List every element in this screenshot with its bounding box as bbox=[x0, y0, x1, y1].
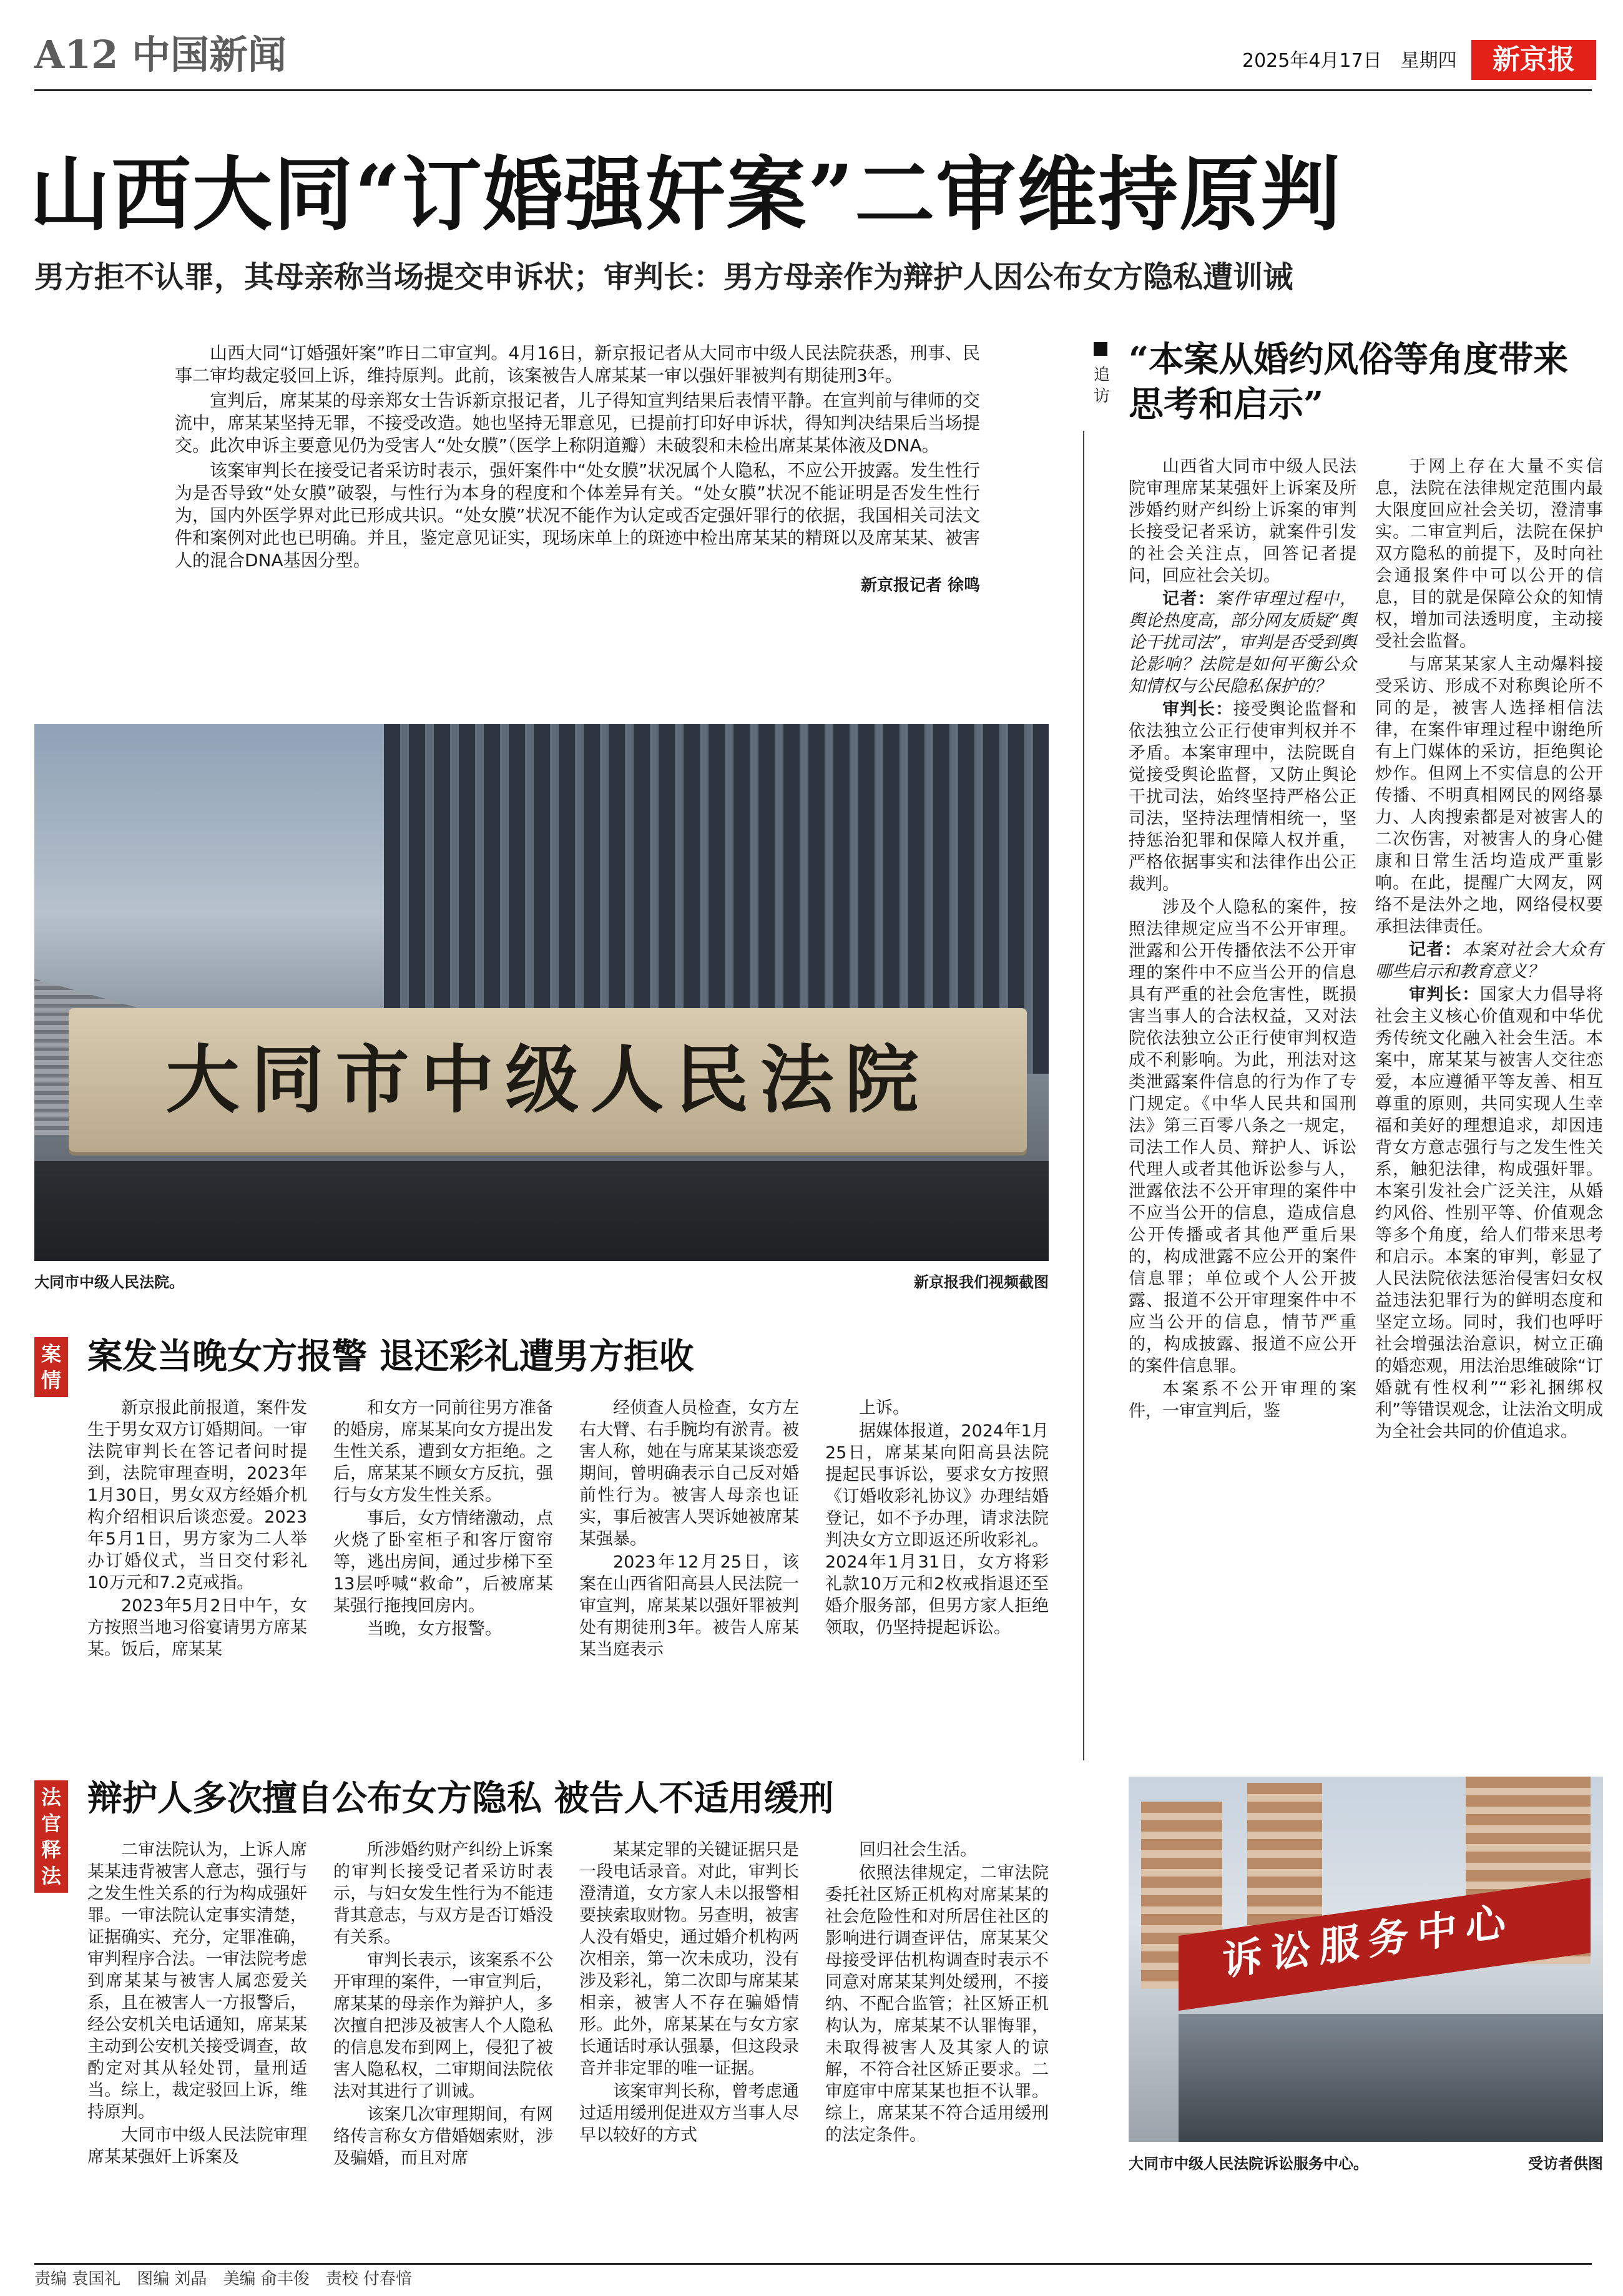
section-title: 案发当晚女方报警 退还彩礼遭男方拒收 bbox=[87, 1336, 694, 1377]
footer-divider bbox=[34, 2263, 1592, 2265]
paragraph: 经侦查人员检查，女方左右大臂、右手腕均有淤青。被害人称，她在与席某某谈恋爱期间，曾明确表示自己反对婚前性行为。被害人母亲也证实，事后被害人哭诉她被席某某强暴。 bbox=[579, 1398, 799, 1549]
photo-credit: 受访者供图 bbox=[1528, 2155, 1603, 2172]
court-photo bbox=[34, 724, 1049, 1261]
sidebar-divider bbox=[1083, 431, 1084, 1760]
lead-paragraph: 山西大同“订婚强奸案”昨日二审宣判。4月16日，新京报记者从大同市中级人民法院获悉，刑事、民事二审均裁定驳回上诉，维持原判。此前，该案被告人席某某一审以强奸罪被判有期徒刑3年。 bbox=[175, 343, 980, 386]
text-column bbox=[579, 1397, 799, 1662]
bullet-square-icon bbox=[1094, 342, 1107, 356]
newspaper-logo: 新京报 bbox=[1471, 40, 1596, 80]
text: 涉及个人隐私的案件，按照法律规定应当不公开审理。泄露和公开传播依法不公开审理的案件中不应当公开的信息具有严重的社会危害性，既损害当事人的合法权益，又对法院依法独立公正行使审判权造成不利影响。为此，刑法对这类泄露案件信息的行为作了专门规定。《中华人民共和国刑法》第三百零八条之一规定，司法工作人员、辩护人、诉讼代理人或者其他诉讼参与人，泄露依法不公开审理的案件中不应当公开的信息，造成信息公开传播或者其他严重后果的，构成泄露不应公开的案件信息罪；单位或个人公开披露、报道不公开审理案件中不应当公开的信息，情节严重的，构成披露、报道不应公开的案件信息罪。 bbox=[1129, 898, 1356, 1376]
paragraph: 所涉婚约财产纠纷上诉案的审判长接受记者采访时表示，与妇女发生性行为不能违背其意志，与双方是否订婚没有关系。 bbox=[333, 1840, 553, 1947]
paragraph: 新京报此前报道，案件发生于男女双方订婚期间。一审法院审判长在答记者问时提到，法院审理查明，2023年1月30日，男女双方经婚介机构介绍相识后谈恋爱。2023年5月1日，男方家为二人举办订婚仪式，当日交付彩礼10万元和7.2克戒指。 bbox=[87, 1398, 307, 1592]
lead-paragraph: 宣判后，席某某的母亲郑女士告诉新京报记者，儿子得知宣判结果后表情平静。在宣判前与律师的交流中，席某某坚持无罪，不接受改造。她也坚持无罪意见，已提前打印好申诉状，得知判决结果后当场提交。此次申诉主要意见仍为受害人“处女膜”（医学上称阴道瓣）未破裂和未检出席某某体液及DNA。 bbox=[175, 390, 980, 456]
caption-text: 大同市中级人民法院。 bbox=[34, 1273, 184, 1291]
subheadline: 男方拒不认罪，其母亲称当场提交申诉状；审判长：男方母亲作为辩护人因公布女方隐私遭训诫 bbox=[34, 260, 1293, 295]
paragraph: 2023年12月25日，该案在山西省阳高县人民法院一审宣判，席某某以强奸罪被判处有期徒刑3年。被告人席某某当庭表示 bbox=[579, 1553, 799, 1659]
text-column bbox=[1375, 456, 1603, 1444]
text-column bbox=[87, 1839, 307, 2169]
glass-facade bbox=[1179, 2014, 1603, 2142]
interview-question bbox=[1129, 588, 1356, 697]
paragraph: 审判长表示，该案系不公开审理的案件，一审宣判后，席某某的母亲作为辩护人，多次擅自把涉及被害人个人隐私的信息发布到网上，侵犯了被害人隐私权，二审期间法院依法对其进行了训诫。 bbox=[333, 1951, 553, 2101]
paragraph: 大同市中级人民法院审理席某某强奸上诉案及 bbox=[87, 2126, 307, 2167]
interview-answer bbox=[1129, 699, 1356, 895]
sidebar-body bbox=[1129, 456, 1603, 1760]
byline: 新京报记者 徐鸣 bbox=[860, 576, 980, 595]
caption-text: 大同市中级人民法院诉讼服务中心。 bbox=[1129, 2155, 1368, 2172]
pavement bbox=[34, 1161, 1049, 1261]
interview-answer bbox=[1375, 984, 1603, 1443]
issue-date: 2025年4月17日 星期四 bbox=[1242, 50, 1457, 72]
page-section-label: A12 中国新闻 bbox=[34, 32, 287, 77]
section-tag: 法官释法 bbox=[34, 1780, 68, 1893]
paragraph bbox=[1129, 456, 1356, 587]
lead-article bbox=[175, 342, 980, 597]
lead-paragraph: 该案审判长在接受记者采访时表示，强奸案件中“处女膜”状况属个人隐私，不应公开披露。发生性行为是否导致“处女膜”破裂，与性行为本身的程度和个体差异有关。“处女膜”状况不能证明是否发生性行为，国内外医学界对此已形成共识。“处女膜”状况不能作为认定或否定强奸罪行的依据，我国相关司法文件和案例对此也已明确。并且，鉴定意见证实，现场床单上的斑迹中检出席某某的精斑以及席某某、被害人的混合DNA基因分型。 bbox=[175, 460, 980, 571]
text: 本案对社会大众有哪些启示和教育意义？ bbox=[1375, 940, 1604, 981]
text-column bbox=[333, 1839, 553, 2171]
service-center-photo bbox=[1129, 1777, 1603, 2142]
paragraph bbox=[1375, 456, 1603, 652]
paragraph: 该案审判长称，曾考虑通过适用缓刑促进双方当事人尽早以较好的方式 bbox=[579, 2082, 799, 2145]
section-body bbox=[87, 1397, 1049, 1747]
text: 接受舆论监督和依法独立公正行使审判权并不矛盾。本案审理中，法院既自觉接受舆论监督，又防止舆论干扰司法，始终坚持严格公正司法，坚持法理情相统一，坚持惩治犯罪和保障人权并重，严格依据事实和法律作出公正裁判。 bbox=[1129, 700, 1357, 894]
paragraph bbox=[1129, 896, 1356, 1377]
court-sign-text: 大同市中级人民法院 bbox=[165, 1036, 930, 1123]
text: 山西省大同市中级人民法院审理席某某强奸上诉案及所涉婚约财产纠纷上诉案的审判长接受记者采访，就案件引发的社会关注点，回答记者提问，回应社会关切。 bbox=[1129, 457, 1356, 586]
paragraph: 二审法院认为，上诉人席某某违背被害人意志，强行与之发生性关系的行为构成强奸罪。一审法院认定事实清楚，证据确实、充分，定罪准确，审判程序合法。一审法院考虑到席某某与被害人属恋爱关系，且在被害人一方报警后，经公安机关电话通知，席某某主动到公安机关接受调查，故酌定对其从轻处罚，量刑适当。综上，裁定驳回上诉，维持原判。 bbox=[87, 1840, 307, 2122]
text-column bbox=[579, 1839, 799, 2147]
speaker-label: 审判长： bbox=[1162, 700, 1233, 719]
text: 与席某某家人主动爆料接受采访、形成不对称舆论所不同的是，被害人选择相信法律，在案件审理过程中谢绝所有上门媒体的采访，拒绝舆论炒作。但网上不实信息的公开传播、不明真相网民的网络暴力、人肉搜索都是对被害人的二次伤害，对被害人的身心健康和日常生活均造成严重影响。在此，提醒广大网友，网络不是法外之地，网络侵权要承担法律责任。 bbox=[1375, 655, 1603, 936]
text: 案件审理过程中，舆论热度高，部分网友质疑“舆论干扰司法”，审判是否受到舆论影响？法院是如何平衡公众知情权与公民隐私保护的？ bbox=[1129, 589, 1357, 696]
paragraph: 当晚，女方报警。 bbox=[367, 1619, 502, 1639]
paragraph: 事后，女方情绪激动，点火烧了卧室柜子和客厅窗帘等，逃出房间，通过步梯下至13层呼喊“救命”，后被席某某强行拖拽回房内。 bbox=[333, 1509, 553, 1616]
photo-credit: 新京报我们视频截图 bbox=[914, 1273, 1049, 1291]
paragraph: 该案几次审理期间，有网络传言称女方借婚姻索财，涉及骗婚，而且对席 bbox=[333, 2105, 553, 2168]
section-tag: 案情 bbox=[34, 1337, 68, 1397]
section-body bbox=[87, 1839, 1049, 2251]
text: 本案系不公开审理的案件，一审宣判后，鉴 bbox=[1129, 1380, 1356, 1421]
photo-caption bbox=[34, 1272, 1049, 1292]
sidebar-title: “本案从婚约风俗等角度带来思考和启示” bbox=[1129, 339, 1569, 425]
paragraph: 和女方一同前往男方准备的婚房，席某某向女方提出发生性关系，遭到女方拒绝。之后，席某某不顾女方反抗，强行与女方发生性关系。 bbox=[333, 1398, 553, 1505]
court-sign bbox=[69, 1008, 1027, 1152]
speaker-label: 记者： bbox=[1409, 940, 1463, 959]
service-center-sign: 诉讼服务中心 bbox=[1222, 1897, 1514, 1985]
header-divider bbox=[34, 89, 1592, 91]
paragraph: 上诉。 bbox=[859, 1398, 910, 1418]
text: 于网上存在大量不实信息，法院在法律规定范围内最大限度回应社会关切，澄清事实。二审宣判后，法院在保护双方隐私的前提下，及时向社会通报案件中可以公开的信息，目的就是保障公众的知情权，增加司法透明度，主动接受社会监督。 bbox=[1375, 457, 1603, 651]
paragraph bbox=[1129, 1378, 1356, 1422]
paragraph: 依照法律规定，二审法院委托社区矫正机构对席某某的社会危险性和对所居住社区的影响进行调查评估，席某某父母接受评估机构调查时表示不同意对席某某判处缓刑，不接纳、不配合监管；社区矫正机构认为，席某某不认罪悔罪，未取得被害人及其家人的谅解，不符合社区矫正要求。二审庭审中席某某也拒不认罪。综上，席某某不符合适用缓刑的法定条件。 bbox=[825, 1863, 1049, 2145]
editor-credits: 责编 袁国礼 图编 刘晶 美编 俞丰俊 责校 付春愔 bbox=[34, 2270, 413, 2289]
main-headline: 山西大同“订婚强奸案”二审维持原判 bbox=[30, 148, 1342, 242]
text: 国家大力倡导将社会主义核心价值观和中华优秀传统文化融入社会生活。本案中，席某某与被害人交往恋爱，本应遵循平等友善、相互尊重的原则，共同实现人生幸福和美好的理想追求，却因违背女方意志强行与之发生性关系，触犯法律，构成强奸罪。本案引发社会广泛关注，从婚约风俗、性别平等、价值观念等多个角度，给人们带来思考和启示。本案的审判，彰显了人民法院依法惩治侵害妇女权益违法犯罪行为的鲜明态度和坚定立场。同时，我们也呼吁社会增强法治意识，树立正确的婚恋观，用法治思维破除“订婚就有性权利”“彩礼捆绑权利”等错误观念，让法治文明成为全社会共同的价值追求。 bbox=[1375, 985, 1604, 1441]
text-column bbox=[825, 1839, 1049, 2147]
text-column bbox=[825, 1397, 1049, 1640]
text-column bbox=[333, 1397, 553, 1641]
paragraph: 回归社会生活。 bbox=[859, 1840, 977, 1860]
sidebar-label: 追访 bbox=[1093, 366, 1110, 406]
paragraph bbox=[1375, 654, 1603, 938]
paragraph: 2023年5月2日中午，女方按照当地习俗宴请男方席某某。饭后，席某某 bbox=[87, 1596, 307, 1659]
section-title: 辩护人多次擅自公布女方隐私 被告人不适用缓刑 bbox=[87, 1778, 834, 1819]
interview-question bbox=[1375, 939, 1603, 983]
paragraph: 据媒体报道，2024年1月25日，席某某向阳高县法院提起民事诉讼，要求女方按照《订婚收彩礼协议》办理结婚登记，如不予办理，请求法院判决女方立即返还所收彩礼。2024年1月31日，女方将彩礼款10万元和2枚戒指退还至婚介服务部，但男方家人拒绝领取，仍坚持提起诉讼。 bbox=[825, 1421, 1049, 1637]
photo-caption bbox=[1129, 2154, 1603, 2174]
speaker-label: 记者： bbox=[1162, 589, 1216, 609]
paragraph: 某某定罪的关键证据只是一段电话录音。对此，审判长澄清道，女方家人未以报警相要挟索取财物。另查明，被害人没有婚史，通过婚介机构两次相亲，第一次未成功，没有涉及彩礼，第二次即与席某某相亲，被害人不存在骗婚情形。此外，席某某在与女方家长通话时承认强暴，但这段录音并非定罪的唯一证据。 bbox=[579, 1840, 799, 2078]
text-column bbox=[87, 1397, 307, 1662]
text-column bbox=[1129, 456, 1356, 1423]
speaker-label: 审判长： bbox=[1409, 985, 1480, 1004]
